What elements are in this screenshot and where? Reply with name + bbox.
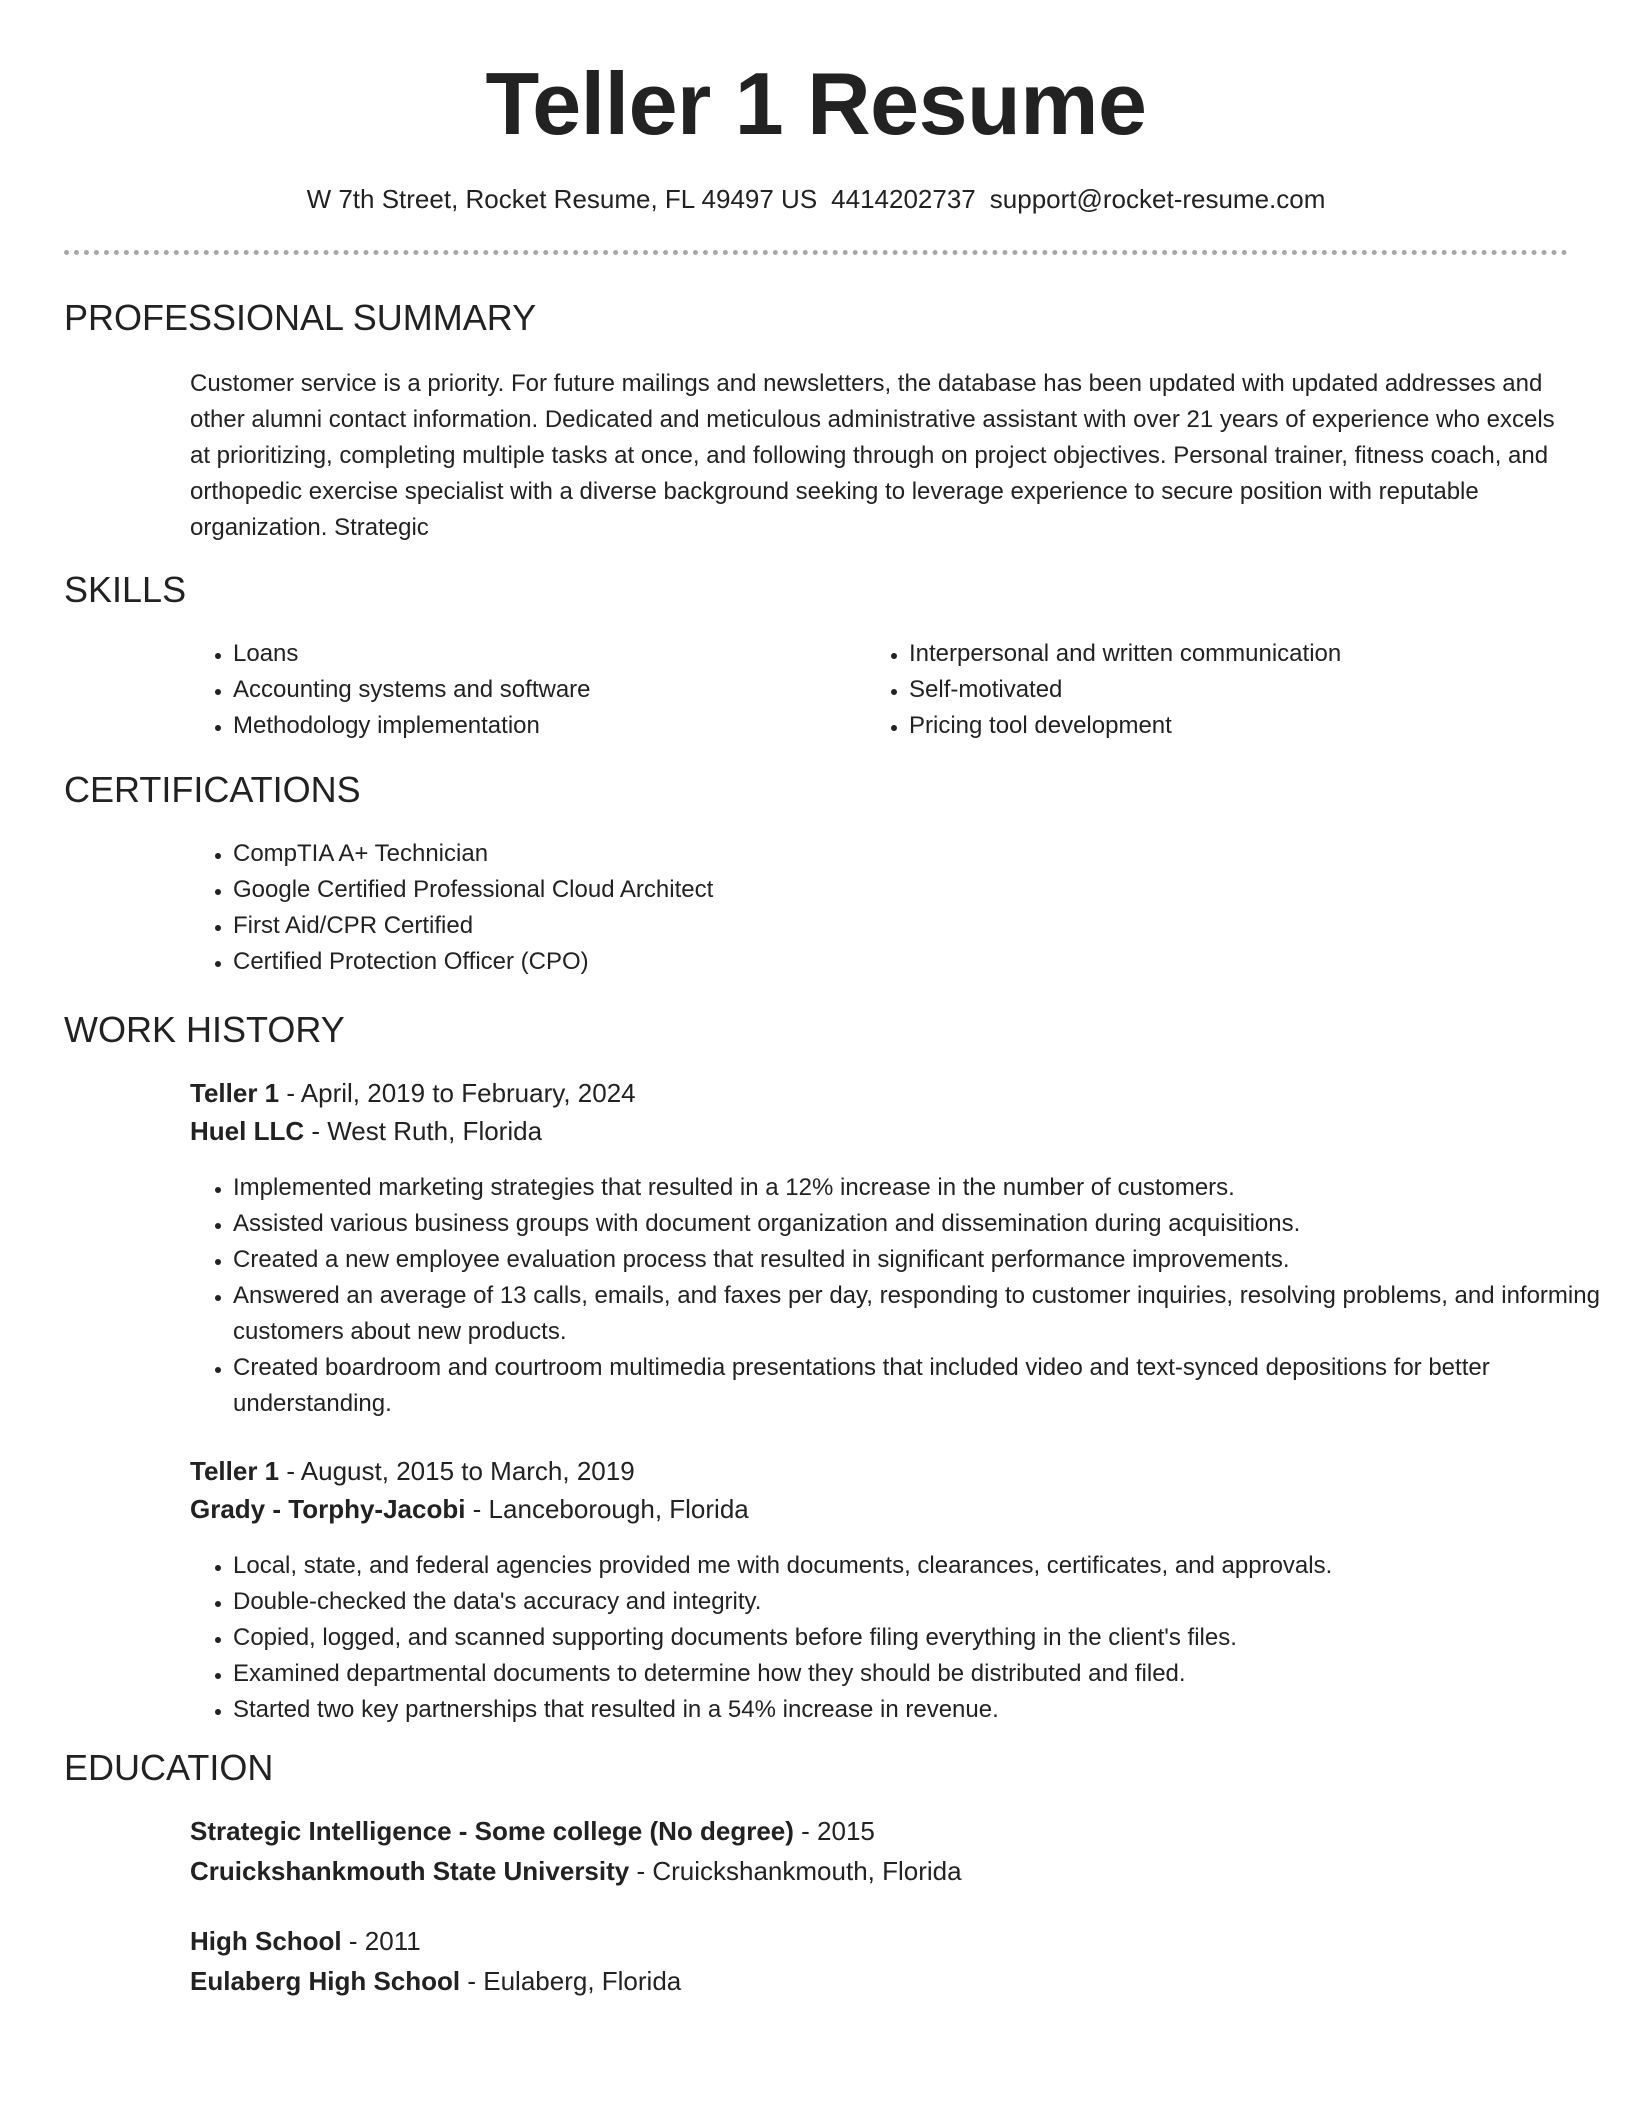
- job-location: - West Ruth, Florida: [304, 1116, 543, 1146]
- skill-item: • Interpersonal and written communication: [909, 636, 1549, 672]
- education-degree: High School: [190, 1926, 342, 1956]
- section-heading-certifications: CERTIFICATIONS: [64, 769, 361, 810]
- job-title-line: [190, 1452, 635, 1490]
- education-location: - Cruickshankmouth, Florida: [629, 1856, 962, 1886]
- skill-item: • Self-motivated: [909, 672, 1549, 708]
- job-company: Grady - Torphy-Jacobi: [190, 1494, 466, 1524]
- job-bullet: • Copied, logged, and scanned supporting documents before filing everything in the client's files.: [233, 1620, 1609, 1656]
- job-bullet: • Implemented marketing strategies that resulted in a 12% increase in the number of customers.: [233, 1170, 1609, 1206]
- certification-item: • CompTIA A+ Technician: [233, 836, 1233, 872]
- education-degree-line: [190, 1922, 421, 1960]
- education-degree-line: [190, 1812, 875, 1850]
- job-bullet: • Answered an average of 13 calls, emails, and faxes per day, responding to customer inquiries, resolving problems, and informing customers about new products.: [233, 1278, 1609, 1350]
- job-title: Teller 1: [190, 1456, 280, 1486]
- skill-item: • Loans: [233, 636, 853, 672]
- education-school-line: [190, 1852, 962, 1890]
- contact-line: [0, 182, 1632, 216]
- job-dates: - April, 2019 to February, 2024: [279, 1078, 636, 1108]
- education-year: - 2015: [793, 1816, 875, 1846]
- skill-item: • Pricing tool development: [909, 708, 1549, 744]
- section-heading-education: EDUCATION: [64, 1747, 274, 1788]
- education-school: Cruickshankmouth State University: [190, 1856, 630, 1886]
- skill-item: • Methodology implementation: [233, 708, 853, 744]
- resume-title: Teller 1 Resume: [485, 54, 1147, 153]
- job-company: Huel LLC: [190, 1116, 305, 1146]
- job-bullet: • Assisted various business groups with document organization and dissemination during acquisitions.: [233, 1206, 1609, 1242]
- job-bullet: • Started two key partnerships that resulted in a 54% increase in revenue.: [233, 1692, 1609, 1728]
- job-bullet: • Created boardroom and courtroom multimedia presentations that included video and text-synced depositions for better understanding.: [233, 1350, 1609, 1422]
- education-school: Eulaberg High School: [190, 1966, 461, 1996]
- job-title: Teller 1: [190, 1078, 280, 1108]
- skill-item: • Accounting systems and software: [233, 672, 853, 708]
- job-bullet: • Created a new employee evaluation process that resulted in significant performance improvements.: [233, 1242, 1609, 1278]
- contact-address: W 7th Street, Rocket Resume, FL 49497 US: [306, 184, 818, 214]
- job-dates: - August, 2015 to March, 2019: [279, 1456, 635, 1486]
- job-company-line: [190, 1112, 542, 1150]
- section-heading-summary: PROFESSIONAL SUMMARY: [64, 297, 537, 338]
- education-school-line: [190, 1962, 681, 2000]
- certification-item: • Google Certified Professional Cloud Architect: [233, 872, 1233, 908]
- skills-list-right: [866, 636, 1549, 744]
- job-bullet: • Double-checked the data's accuracy and integrity.: [233, 1584, 1609, 1620]
- job-company-line: [190, 1490, 749, 1528]
- contact-phone: 4414202737: [831, 184, 976, 214]
- header-divider: [64, 250, 1568, 255]
- section-heading-skills: SKILLS: [64, 569, 187, 610]
- section-heading-work: WORK HISTORY: [64, 1009, 345, 1050]
- job-bullets: [190, 1170, 1609, 1422]
- contact-email: support@rocket-resume.com: [989, 184, 1326, 214]
- job-title-line: [190, 1074, 636, 1112]
- summary-text: Customer service is a priority. For future mailings and newsletters, the database has been updated with updated addresses and other alumni contact information. Dedicated and meticulous administrative assistant with over 21 years of experience who excels at prioritizing, completing multiple tasks at once, and following through on project objectives. Personal trainer, fitness coach, and orthopedic exercise specialist with a diverse background seeking to leverage experience to secure position with reputable organization. Strategic: [190, 370, 1555, 541]
- education-year: - 2011: [341, 1926, 421, 1956]
- job-bullets: [190, 1548, 1609, 1728]
- education-degree: Strategic Intelligence - Some college (No degree): [190, 1816, 794, 1846]
- job-location: - Lanceborough, Florida: [465, 1494, 749, 1524]
- education-location: - Eulaberg, Florida: [460, 1966, 682, 1996]
- certification-item: • First Aid/CPR Certified: [233, 908, 1233, 944]
- job-bullet: • Local, state, and federal agencies provided me with documents, clearances, certificates, and approvals.: [233, 1548, 1609, 1584]
- certifications-list: [190, 836, 1233, 980]
- certification-item: • Certified Protection Officer (CPO): [233, 944, 1233, 980]
- skills-list-left: [190, 636, 853, 744]
- job-bullet: • Examined departmental documents to determine how they should be distributed and filed.: [233, 1656, 1609, 1692]
